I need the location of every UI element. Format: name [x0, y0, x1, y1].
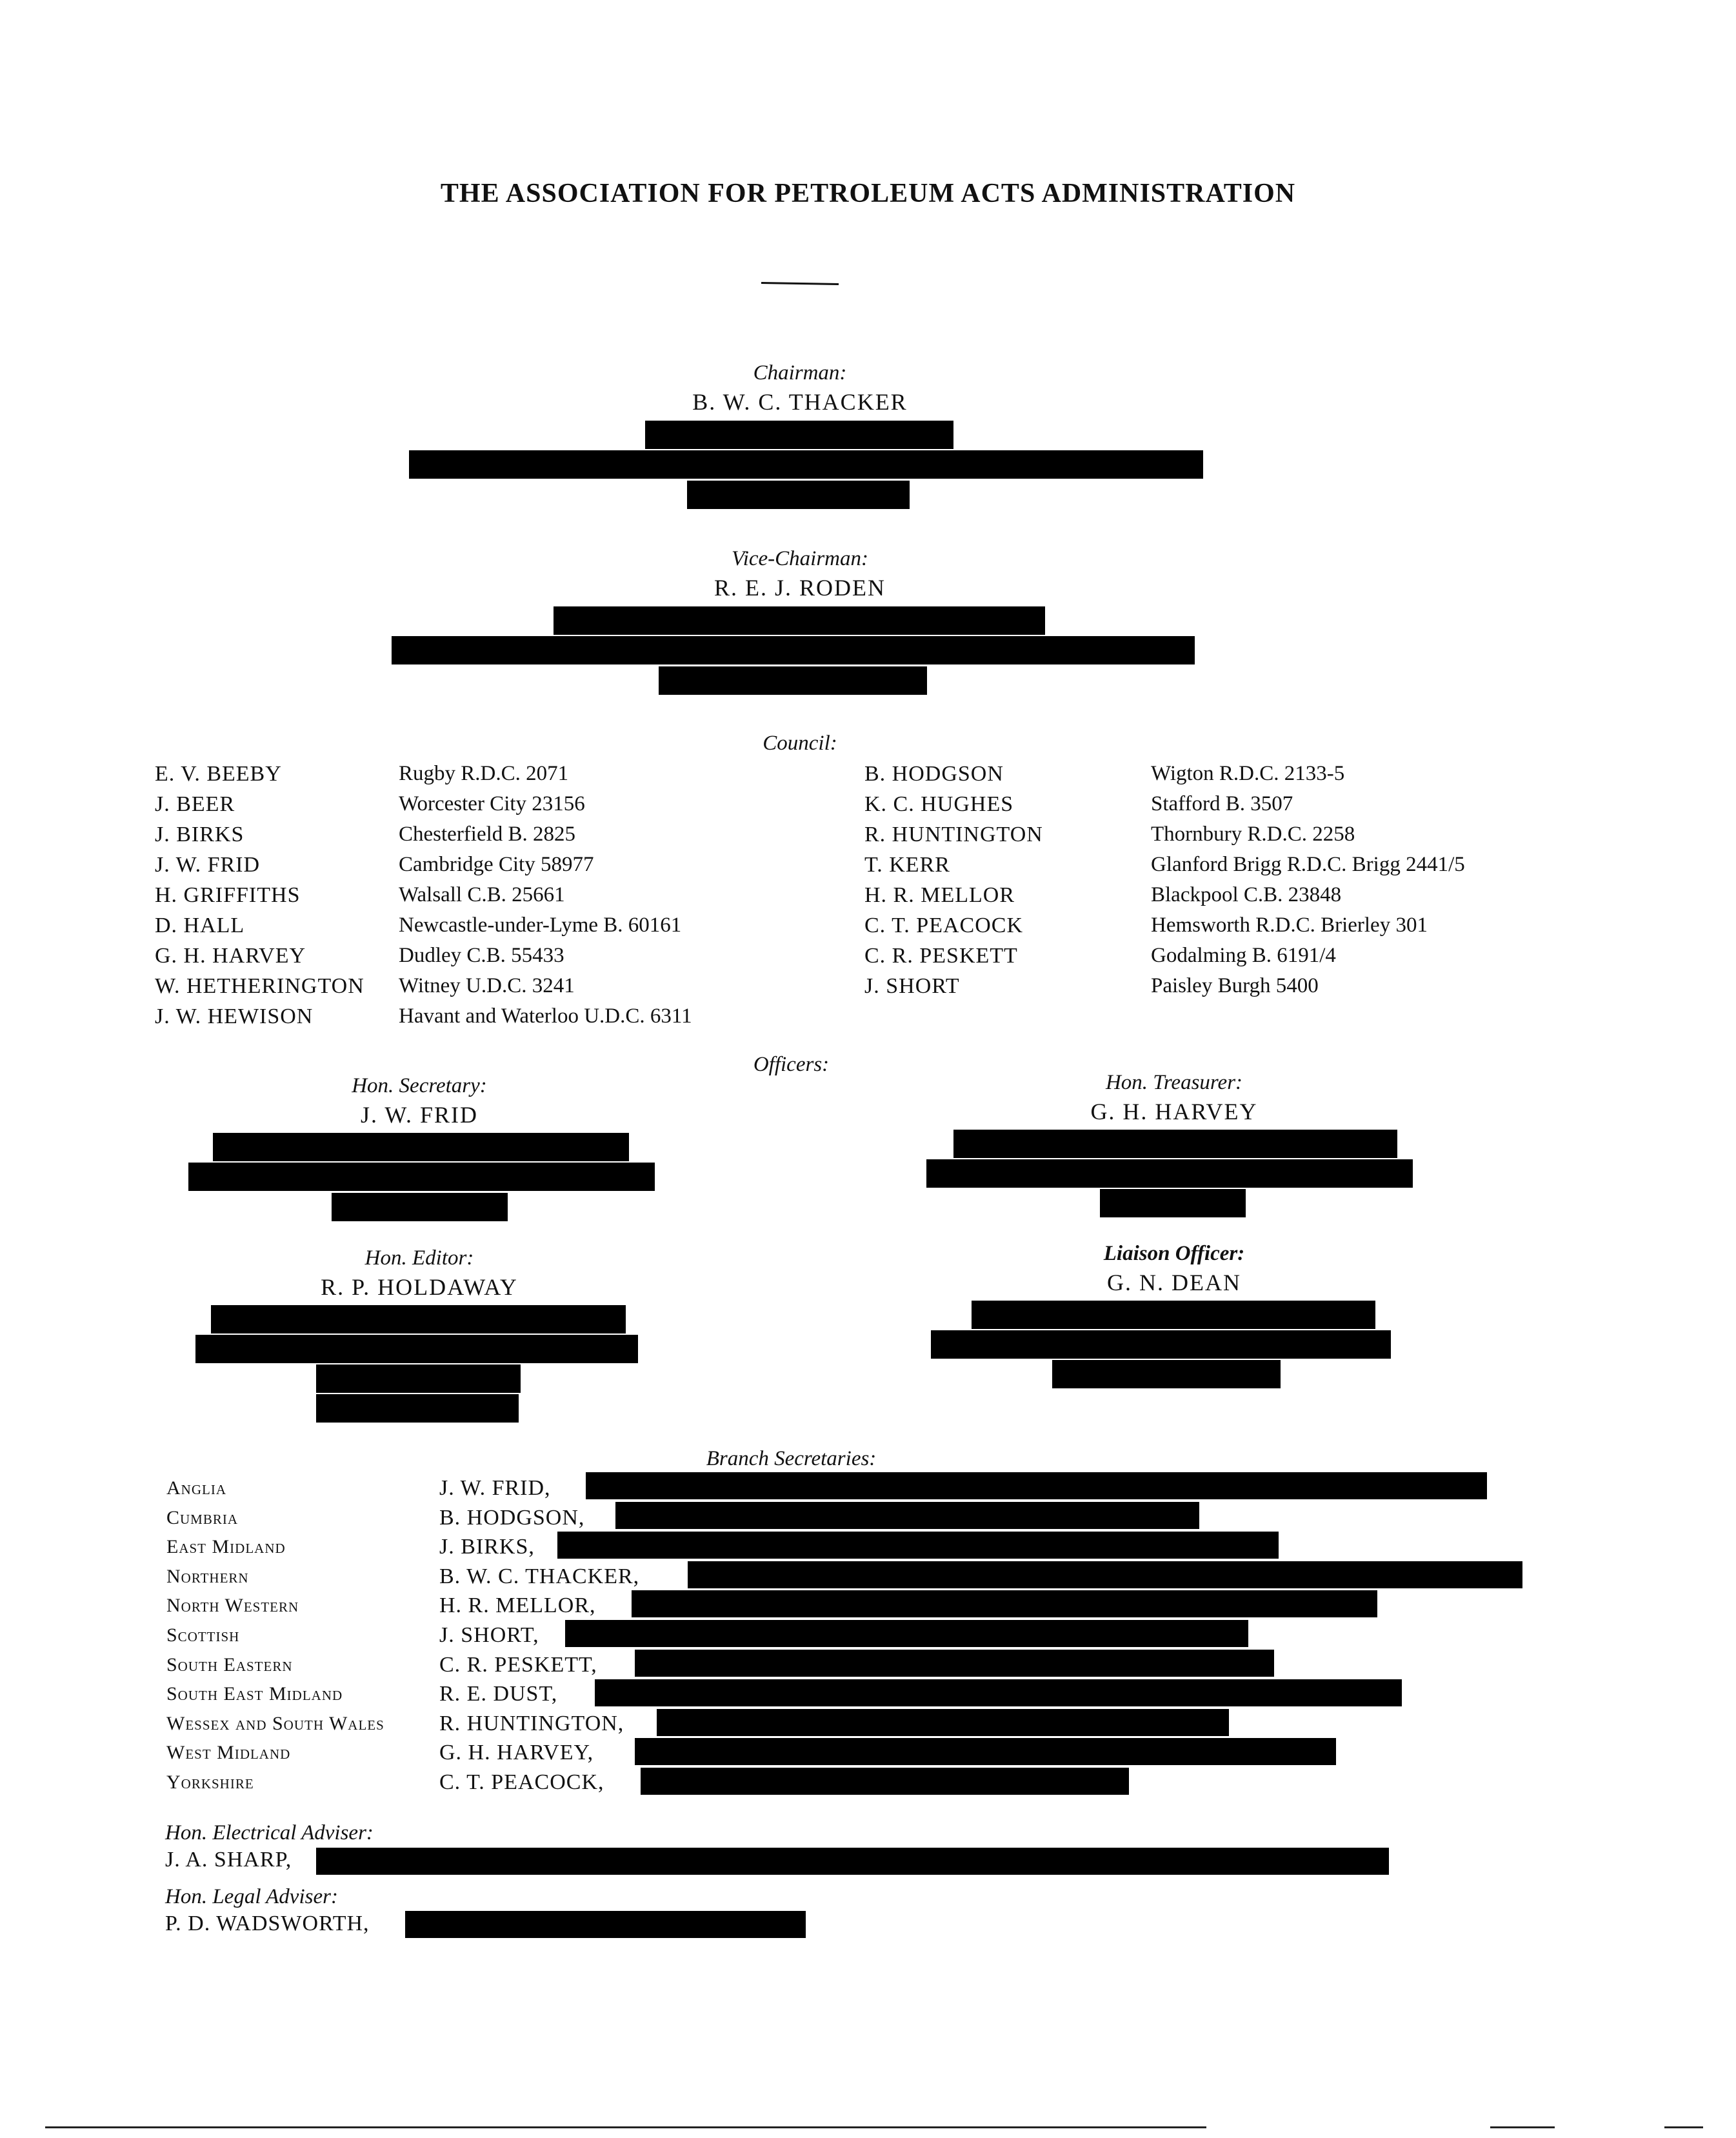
council-member-place: Rugby R.D.C. 2071 [399, 762, 569, 785]
council-member-name: H. R. MELLOR [864, 883, 1015, 907]
vice-chairman-name: R. E. J. RODEN [713, 575, 886, 601]
secretary-name: J. W. FRID [360, 1102, 479, 1128]
branch-name: South East Midland [166, 1683, 343, 1705]
council-member-place: Blackpool C.B. 23848 [1151, 883, 1342, 906]
chairman-label: Chairman: [753, 361, 847, 385]
council-member-place: Glanford Brigg R.D.C. Brigg 2441/5 [1151, 853, 1465, 876]
redaction-bar [409, 450, 1203, 479]
council-right-places [1151, 759, 1465, 1001]
electrical-adviser-name: J. A. SHARP, [165, 1848, 292, 1872]
council-member-place: Paisley Burgh 5400 [1151, 974, 1319, 997]
treasurer-name: G. H. HARVEY [1090, 1099, 1258, 1124]
council-member-name: J. BEER [155, 792, 235, 816]
redaction-bar [213, 1133, 629, 1161]
branch-secretary-name: C. R. PESKETT, [439, 1652, 597, 1677]
redaction-bar [972, 1301, 1375, 1329]
branch-name: Northern [166, 1565, 249, 1587]
redaction-bar [316, 1848, 1389, 1875]
redaction-bar [635, 1738, 1336, 1765]
council-member-name: C. R. PESKETT [864, 944, 1018, 968]
branch-name: West Midland [166, 1742, 291, 1764]
redaction-bar [635, 1650, 1274, 1677]
redaction-bar [332, 1193, 508, 1221]
council-member-place: Hemsworth R.D.C. Brierley 301 [1151, 914, 1428, 937]
council-member-place: Chesterfield B. 2825 [399, 823, 576, 846]
editor-name: R. P. HOLDAWAY [321, 1274, 518, 1300]
branch-secretary-name: R. E. DUST, [439, 1682, 558, 1706]
electrical-adviser-label: Hon. Electrical Adviser: [165, 1821, 374, 1844]
branch-secretary-name: J. SHORT, [439, 1623, 539, 1647]
council-member-place: Witney U.D.C. 3241 [399, 974, 575, 997]
redaction-bar [641, 1768, 1129, 1795]
council-member-place: Worcester City 23156 [399, 792, 585, 815]
council-member-name: T. KERR [864, 853, 950, 877]
branch-name: South Eastern [166, 1653, 293, 1675]
branch-secretary-name: R. HUNTINGTON, [439, 1711, 624, 1735]
scan-edge-line [45, 2126, 1206, 2128]
council-left-names [155, 759, 364, 1032]
council-member-place: Walsall C.B. 25661 [399, 883, 565, 906]
redaction-bar [316, 1364, 521, 1393]
treasurer-label: Hon. Treasurer: [1105, 1071, 1243, 1094]
redaction-bar [188, 1163, 655, 1191]
branch-name: Yorkshire [166, 1771, 254, 1793]
redaction-bar [586, 1472, 1487, 1499]
redaction-bar [392, 636, 1195, 664]
council-member-name: K. C. HUGHES [864, 792, 1014, 816]
council-member-place: Newcastle-under-Lyme B. 60161 [399, 914, 682, 937]
officers-label: Officers: [753, 1053, 830, 1076]
redaction-bar [926, 1159, 1413, 1188]
council-member-name: E. V. BEEBY [155, 762, 282, 786]
redaction-bar [657, 1709, 1229, 1736]
council-member-name: J. BIRKS [155, 823, 244, 846]
council-member-name: H. GRIFFITHS [155, 883, 301, 907]
redaction-bar [1052, 1360, 1281, 1388]
redaction-bar [953, 1130, 1397, 1158]
redaction-bar [1100, 1189, 1246, 1217]
redaction-bar [565, 1620, 1248, 1647]
scan-edge-line [1664, 2126, 1703, 2128]
branch-secretary-name: C. T. PEACOCK, [439, 1770, 604, 1794]
branch-name: Anglia [166, 1477, 226, 1499]
secretary-label: Hon. Secretary: [352, 1074, 487, 1097]
branch-name: Cumbria [166, 1506, 239, 1528]
redaction-bar [931, 1330, 1391, 1359]
redaction-bar [554, 606, 1045, 635]
chairman-name: B. W. C. THACKER [692, 389, 908, 415]
redaction-bar [645, 421, 953, 449]
council-member-place: Cambridge City 58977 [399, 853, 594, 876]
legal-adviser-label: Hon. Legal Adviser: [165, 1885, 338, 1908]
council-member-name: B. HODGSON [864, 762, 1004, 786]
redaction-bar [687, 481, 910, 509]
redaction-bar [659, 666, 927, 695]
branch-secretary-name: G. H. HARVEY, [439, 1741, 594, 1765]
council-member-name: C. T. PEACOCK [864, 914, 1024, 937]
branch-secretary-name: H. R. MELLOR, [439, 1594, 596, 1618]
council-member-name: J. W. HEWISON [155, 1004, 314, 1028]
scan-edge-line [1490, 2126, 1555, 2128]
council-member-name: J. SHORT [864, 974, 960, 998]
council-member-name: W. HETHERINGTON [155, 974, 364, 998]
editor-label: Hon. Editor: [364, 1246, 474, 1270]
branch-name: North Western [166, 1595, 299, 1617]
redaction-bar [405, 1911, 806, 1938]
branch-secretary-name: J. BIRKS, [439, 1535, 535, 1559]
redaction-bar [688, 1561, 1522, 1588]
redaction-bar [615, 1502, 1199, 1529]
council-member-place: Stafford B. 3507 [1151, 792, 1293, 815]
branch-secretaries-label: Branch Secretaries: [706, 1447, 877, 1470]
council-right-names [864, 759, 1043, 1001]
branch-secretary-name: B. HODGSON, [439, 1505, 585, 1530]
council-member-place: Godalming B. 6191/4 [1151, 944, 1336, 967]
branch-secretary-name: J. W. FRID, [439, 1476, 551, 1500]
council-member-name: J. W. FRID [155, 853, 261, 877]
council-member-place: Dudley C.B. 55433 [399, 944, 564, 967]
liaison-name: G. N. DEAN [1107, 1270, 1241, 1295]
branch-secretary-name: B. W. C. THACKER, [439, 1564, 640, 1588]
council-member-place: Havant and Waterloo U.D.C. 6311 [399, 1004, 692, 1028]
liaison-label: Liaison Officer: [1103, 1242, 1245, 1265]
page-title: THE ASSOCIATION FOR PETROLEUM ACTS ADMINISTRATION [440, 179, 1296, 208]
council-label: Council: [763, 732, 837, 755]
branch-name: Scottish [166, 1624, 240, 1646]
council-member-name: R. HUNTINGTON [864, 823, 1043, 846]
branch-names [166, 1474, 384, 1797]
council-left-places [399, 759, 692, 1032]
redaction-bar [195, 1335, 638, 1363]
council-member-name: D. HALL [155, 914, 245, 937]
redaction-bar [211, 1305, 626, 1334]
redaction-bar [316, 1394, 519, 1423]
redaction-bar [632, 1590, 1377, 1617]
branch-name: East Midland [166, 1536, 286, 1558]
redaction-bar [595, 1679, 1402, 1706]
council-member-name: G. H. HARVEY [155, 944, 306, 968]
title-divider [761, 282, 839, 285]
legal-adviser-name: P. D. WADSWORTH, [165, 1912, 370, 1935]
council-member-place: Wigton R.D.C. 2133-5 [1151, 762, 1345, 785]
council-member-place: Thornbury R.D.C. 2258 [1151, 823, 1355, 846]
redaction-bar [557, 1532, 1279, 1559]
branch-name: Wessex and South Wales [166, 1712, 384, 1734]
vice-chairman-label: Vice-Chairman: [731, 547, 868, 570]
